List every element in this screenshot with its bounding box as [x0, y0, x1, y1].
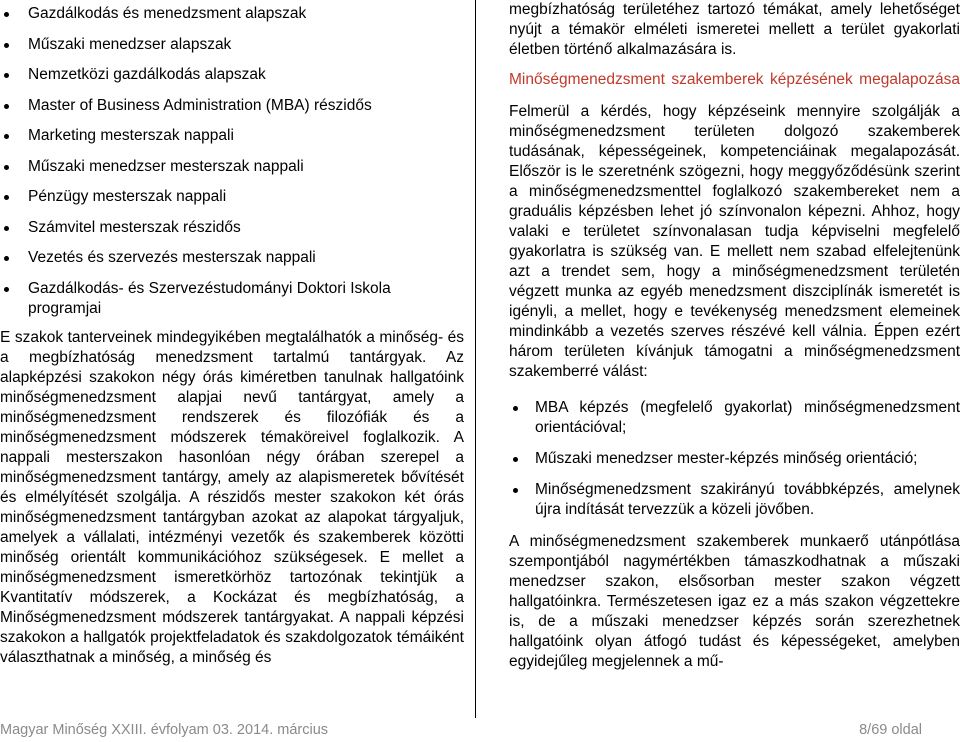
list-item: Marketing mesterszak nappali [0, 126, 470, 146]
bullet-icon [4, 73, 9, 78]
bullet-icon [4, 134, 9, 139]
page-footer [0, 719, 960, 742]
list-item: Minőségmenedzsment szakirányú továbbképzés, amelynek újra indítását tervezzük a közeli jövőben. [482, 480, 960, 520]
list-item: Számvitel mesterszak részidős [0, 218, 470, 238]
training-list [482, 398, 960, 520]
list-item: Műszaki menedzser mester-képzés minőség orientáció; [482, 449, 960, 469]
bullet-icon [4, 12, 9, 17]
list-item: Pénzügy mesterszak nappali [0, 187, 470, 207]
program-list [0, 4, 470, 319]
bullet-icon [513, 457, 518, 462]
list-item: Master of Business Administration (MBA) részidős [0, 96, 470, 116]
bullet-icon [4, 104, 9, 109]
bullet-icon [4, 226, 9, 231]
bullet-icon [4, 165, 9, 170]
bullet-icon [4, 256, 9, 261]
bullet-icon [513, 406, 518, 411]
body-paragraph: E szakok tanterveinek mindegyikében megtalálhatók a minőség- és a megbízhatóság menedzsment tartalmú tantárgyak. Az alapképzési szakokon négy órás kiméretben tanulnak hallgatóink minőségmenedzsment alapjai nevű tantárgyat, amely a minőségmenedzsment rendszerek és filozófiák és a minőségmenedzsment módszerek témaköreivel foglalkozik. A nappali mesterszakon hasonlóan négy órában szerepel a minőségmenedzsment tantárgy, amely az alapismeretek bővítését és elmélyítését szolgálja. A részidős mester szakokon két órás minőségmenedzsment tantárgyban azokat az alapokat tárgyaljuk, amelyek a vállalati, intézményi vezetők és szakemberek közötti minőség orientált kommunikációhoz szükségesek. E mellet a minőségmenedzsment ismeretkörhöz tartozónak tekintjük a Kvantitatív módszerek, a Kockázat és megbízhatóság, a Minőségmenedzsment módszerek tantárgyakat. A nappali képzési szakokon a hallgatók projektfeladatok és szakdolgozatok témáiként választhatnak a minőség, a minőség és [0, 329, 464, 666]
list-item: Vezetés és szervezés mesterszak nappali [0, 248, 470, 268]
list-item: Műszaki menedzser mesterszak nappali [0, 157, 470, 177]
list-item: Gazdálkodás- és Szervezéstudományi Doktori Iskola programjai [0, 279, 470, 319]
footer-page-number: 8/69 oldal [859, 722, 922, 738]
list-item: Nemzetközi gazdálkodás alapszak [0, 65, 470, 85]
right-column [482, 0, 960, 672]
body-paragraph: A minőségmenedzsment szakemberek munkaerő utánpótlása szempontjából nagymértékben támaszkodhatnak a műszaki menedzser szakon, elsősorban mester szakon végzett hallgatóinkra. Természetesen igaz ez a más szakon végzettekre is, de a műszaki menedzser képzés során szerezhetnek hallgatóink olyan átfogó tudást és képességeket, amelyben egyidejűleg megjelennek a mű- [509, 533, 960, 670]
list-item: Gazdálkodás és menedzsment alapszak [0, 4, 470, 24]
bullet-icon [513, 488, 518, 493]
bullet-icon [4, 195, 9, 200]
left-column [0, 0, 470, 668]
list-item: MBA képzés (megfelelő gyakorlat) minőségmenedzsment orientációval; [482, 398, 960, 438]
list-item: Műszaki menedzser alapszak [0, 35, 470, 55]
bullet-icon [4, 287, 9, 292]
bullet-icon [4, 43, 9, 48]
footer-publication: Magyar Minőség XXIII. évfolyam 03. 2014. március [0, 722, 329, 738]
intro-paragraph: megbízhatóság területéhez tartozó témákat, amely lehetőséget nyújt a témakör elméleti ismeretei mellett a terület gyakorlati életben történő alkalmazására is. [509, 1, 960, 58]
column-divider [475, 0, 476, 718]
section-heading: Minőségmenedzsment szakemberek képzésének megalapozása [509, 71, 960, 88]
body-paragraph: Felmerül a kérdés, hogy képzéseink mennyire szolgálják a minőségmenedzsment területen dolgozó szakemberek tudásának, képességeinek, kompetenciáinak megalapozását. Először is le szeretnénk szögezni, hogy meggyőződésünk szerint a minőségmenedzsmenttel foglalkozó szakembereket nem a graduális képzésben lehet jó színvonalon képezni. Ahhoz, hogy valaki e területet színvonalasan tudja képviselni megfelelő gyakorlatra is szükség van. E mellett nem szabad elfelejtenünk azt a trendet sem, hogy a minőségmenedzsment területén végzett munka az egyéb menedzsment diszciplínák ismeretét is igényli, a mellet, hogy e tevékenység menedzsment elemeinek mindinkább a vezetés szerves részévé kell válnia. Éppen ezért három területen kívánjuk támogatni a minőségmenedzsment szakemberré válást: [509, 103, 960, 380]
